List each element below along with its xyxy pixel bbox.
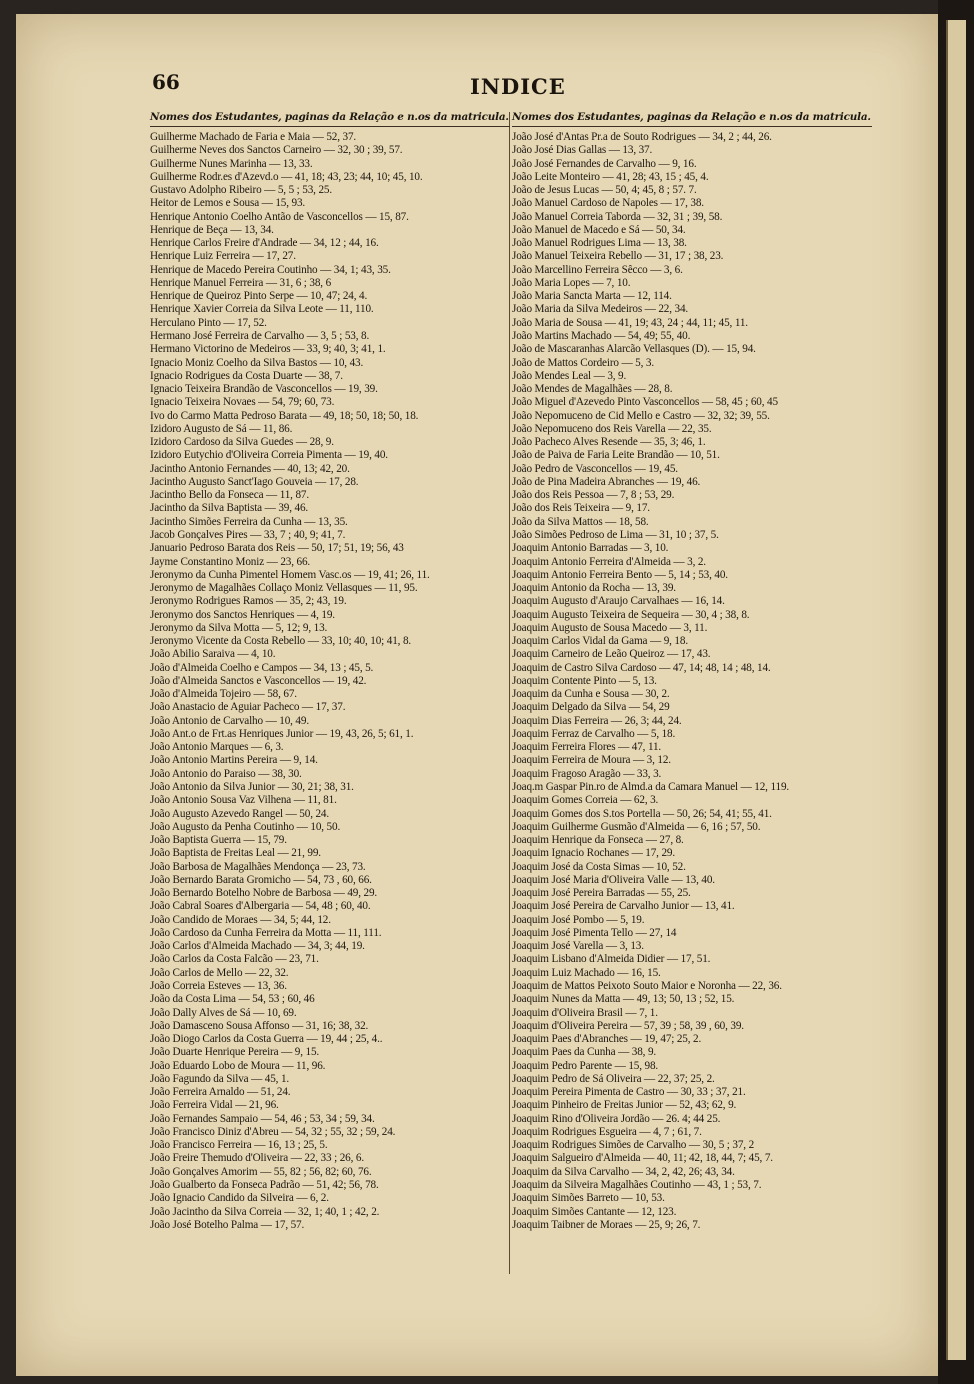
index-entry: João Antonio Marques — 6, 3. — [150, 741, 284, 754]
index-entry: João Anastacio de Aguiar Pacheco — 17, 37. — [150, 701, 346, 714]
index-entry: João Augusto Azevedo Rangel — 50, 24. — [150, 807, 330, 820]
index-entry: João Correia Esteves — 13, 36. — [150, 980, 287, 992]
index-entry: Joaquim Paes da Cunha — 38, 9. — [512, 1046, 657, 1059]
index-entry: Jacintho da Silva Baptista — 39, 46. — [150, 502, 309, 515]
index-entry: Ignacio Teixeira Brandão de Vasconcellos — 19, 39. — [150, 383, 378, 396]
index-entry: João Manuel Cardoso de Napoles — 17, 38. — [512, 197, 704, 210]
column-header: Nomes dos Estudantes, paginas da Relação e n.os da matricula. — [150, 110, 510, 127]
index-entry: João dos Reis Pessoa — 7, 8 ; 53, 29. — [512, 489, 675, 502]
index-entry: Henrique de Beça — 13, 34. — [150, 223, 274, 236]
index-entry: Jeronymo Vicente da Costa Rebello — 33, 10; 40, 10; 41, 8. — [150, 635, 412, 648]
index-entry: João Nepomuceno de Cid Mello e Castro — 32, 32; 39, 55. — [512, 409, 770, 422]
index-entry: João Augusto da Penha Coutinho — 10, 50. — [150, 820, 341, 833]
index-entry: Henrique de Queiroz Pinto Serpe — 10, 47; 24, 4. — [150, 290, 368, 303]
index-entry: Joaquim Taibner de Moraes — 25, 9; 26, 7. — [512, 1218, 701, 1231]
index-entry: Joaquim José Pombo — 5, 19. — [512, 913, 645, 926]
index-entry: Joaquim Contente Pinto — 5, 13. — [512, 674, 657, 687]
index-entry: João de Jesus Lucas — 50, 4; 45, 8 ; 57. 7. — [512, 184, 697, 197]
index-entry: Guilherme Neves dos Sanctos Carneiro — 32, 30 ; 39, 57. — [150, 144, 403, 157]
index-entry: João d'Almeida Sanctos e Vasconcellos — 19, 42. — [150, 674, 367, 687]
index-entry: João José Fernandes de Carvalho — 9, 16. — [512, 157, 697, 170]
index-entry: Guilherme Rodr.es d'Azevd.o — 41, 18; 43, 23; 44, 10; 45, 10. — [150, 170, 423, 183]
index-entry: João Miguel d'Azevedo Pinto Vasconcellos — 58, 45 ; 60, 45 — [512, 396, 778, 409]
index-entry: João Manuel Teixeira Rebello — 31, 17 ; 38, 23. — [512, 250, 724, 263]
index-entry: Jacintho Simões Ferreira da Cunha — 13, 35. — [150, 515, 348, 528]
index-entry: Jeronymo Rodrigues Ramos — 35, 2; 43, 19. — [150, 595, 347, 608]
index-entry: João Antonio Martins Pereira — 9, 14. — [150, 754, 318, 767]
index-entry: Heitor de Lemos e Sousa — 15, 93. — [150, 197, 306, 210]
index-entry: João Maria de Sousa — 41, 19; 43, 24 ; 44, 11; 45, 11. — [512, 316, 748, 329]
index-entry: João Ant.o de Frt.as Henriques Junior — 19, 43, 26, 5; 61, 1. — [150, 727, 414, 740]
index-entry: Joaquim Augusto d'Araujo Carvalhaes — 16, 14. — [512, 595, 725, 608]
index-entry: Joaquim Dias Ferreira — 26, 3; 44, 24. — [512, 714, 682, 727]
index-entry: Joaquim Pedro de Sá Oliveira — 22, 37; 25, 2. — [512, 1072, 715, 1085]
index-entry: João Pedro de Vasconcellos — 19, 45. — [512, 462, 678, 475]
index-entry: João Mendes Leal — 3, 9. — [512, 369, 627, 382]
index-entry: Joaquim Fragoso Aragão — 33, 3. — [512, 767, 662, 780]
index-entry: João Carlos da Costa Falcão — 23, 71. — [150, 953, 319, 966]
index-entry: João Gonçalves Amorim — 55, 82 ; 56, 82; 60, 76. — [150, 1165, 372, 1178]
index-entry: Joaquim Antonio Barradas — 3, 10. — [512, 542, 669, 555]
index-entry: Jacintho Bello da Fonseca — 11, 87. — [150, 489, 310, 502]
index-entry: João Antonio da Silva Junior — 30, 21; 38, 31. — [150, 781, 354, 794]
index-entry: João Diogo Carlos da Costa Guerra — 19, 44 ; 25, 4.. — [150, 1033, 383, 1046]
index-entry: Januario Pedroso Barata dos Reis — 50, 17; 51, 19; 56, 43 — [150, 542, 404, 555]
index-entry: João Barbosa de Magalhães Mendonça — 23, 73. — [150, 860, 366, 873]
index-entry: João de Mattos Cordeiro — 5, 3. — [512, 356, 655, 369]
index-entry: João Manuel Rodrigues Lima — 13, 38. — [512, 237, 687, 250]
index-entry: João Eduardo Lobo de Moura — 11, 96. — [150, 1059, 326, 1072]
index-entry: Joaquim Augusto Teixeira de Sequeira — 30, 4 ; 38, 8. — [512, 608, 750, 621]
index-entry: Hermano José Ferreira de Carvalho — 3, 5 ; 53, 8. — [150, 329, 370, 342]
index-entry: Izidoro Eutychio d'Oliveira Correia Pimenta — 19, 40. — [150, 449, 388, 462]
index-entry: João de Mascaranhas Alarcão Vellasques (D). — 15, 94. — [512, 343, 756, 356]
index-entry: Jayme Constantino Moniz — 23, 66. — [150, 555, 311, 568]
index-entry: Joaquim José Pereira de Carvalho Junior — 13, 41. — [512, 900, 735, 913]
index-entry: João Ignacio Candido da Silveira — 6, 2. — [150, 1192, 329, 1205]
index-entry: João Maria Lopes — 7, 10. — [512, 276, 631, 289]
index-entry: Jeronymo da Silva Motta — 5, 12; 9, 13. — [150, 621, 328, 634]
index-entry: Henrique de Macedo Pereira Coutinho — 34, 1; 43, 35. — [150, 263, 391, 276]
column-header: Nomes dos Estudantes, paginas da Relação e n.os da matricula. — [512, 110, 872, 127]
index-entry: João Cabral Soares d'Albergaria — 54, 48 ; 60, 40. — [150, 900, 371, 913]
index-entry: Joaquim Delgado da Silva — 54, 29 — [512, 701, 670, 714]
index-entry: Jacintho Augusto Sanct'Iago Gouveia — 17, 28. — [150, 475, 359, 488]
index-entry: Henrique Luiz Ferreira — 17, 27. — [150, 250, 296, 263]
index-entry: João Abilio Saraiva — 4, 10. — [150, 648, 276, 661]
index-entry: Joaquim Simões Cantante — 12, 123. — [512, 1205, 677, 1218]
index-entry: João Mendes de Magalhães — 28, 8. — [512, 383, 673, 396]
index-entry: João Gualberto da Fonseca Padrão — 51, 42; 56, 78. — [150, 1178, 379, 1191]
index-entry: João dos Reis Teixeira — 9, 17. — [512, 502, 650, 515]
index-entry: Joaquim Paes d'Abranches — 19, 47; 25, 2. — [512, 1033, 702, 1046]
index-entry: João Jacintho da Silva Correia — 32, 1; 40, 1 ; 42, 2. — [150, 1205, 380, 1218]
index-entry: Joaquim Rodrigues Simões de Carvalho — 30, 5 ; 37, 2 — [512, 1139, 755, 1152]
index-entry: Joaquim de Mattos Peixoto Souto Maior e Noronha — 22, 36. — [512, 980, 782, 992]
index-entry: Ignacio Moniz Coelho da Silva Bastos — 10, 43. — [150, 356, 364, 369]
index-entry: Joaquim José Pimenta Tello — 27, 14 — [512, 926, 677, 939]
index-entry: Joaquim Gomes dos S.tos Portella — 50, 26; 54, 41; 55, 41. — [512, 807, 772, 820]
index-entry: João d'Almeida Tojeiro — 58, 67. — [150, 688, 297, 701]
index-entry: Izidoro Cardoso da Silva Guedes — 28, 9. — [150, 436, 334, 449]
index-entry: João Pacheco Alves Resende — 35, 3; 46, 1. — [512, 436, 706, 449]
index-entry: Joaquim Salgueiro d'Almeida — 40, 11; 42, 18, 44, 7; 45, 7. — [512, 1152, 773, 1165]
index-entry: Joaquim Carneiro de Leão Queiroz — 17, 43. — [512, 648, 711, 661]
index-entry: Joaquim Ferreira Flores — 47, 11. — [512, 741, 662, 754]
index-entry: Jeronymo da Cunha Pimentel Homem Vasc.os — 19, 41; 26, 11. — [150, 568, 430, 581]
index-entry: Joaquim Ferraz de Carvalho — 5, 18. — [512, 727, 676, 740]
index-entry: Joaquim José Varella — 3, 13. — [512, 940, 644, 953]
index-entry: João Cardoso da Cunha Ferreira da Motta — 11, 111. — [150, 926, 382, 939]
index-entry: Joaquim Pereira Pimenta de Castro — 30, 33 ; 37, 21. — [512, 1086, 746, 1099]
index-entry: João Bernardo Barata Gromicho — 54, 73 , 60, 66. — [150, 873, 372, 886]
index-entry: João de Paiva de Faria Leite Brandão — 10, 51. — [512, 449, 720, 462]
index-entry: Joaquim Antonio da Rocha — 13, 39. — [512, 582, 676, 595]
index-entry: João Freire Themudo d'Oliveira — 22, 33 ; 26, 6. — [150, 1152, 364, 1165]
index-entry: Joaquim Antonio Ferreira Bento — 5, 14 ; 53, 40. — [512, 568, 728, 581]
index-entry: João Maria da Silva Medeiros — 22, 34. — [512, 303, 689, 316]
index-entry: Joaquim Luiz Machado — 16, 15. — [512, 966, 661, 979]
index-entry: João Bernardo Botelho Nobre de Barbosa — 49, 29. — [150, 887, 378, 900]
index-entry: João Damasceno Sousa Affonso — 31, 16; 38, 32. — [150, 1019, 369, 1032]
index-entry: Ignacio Teixeira Novaes — 54, 79; 60, 73. — [150, 396, 335, 409]
index-entry: Joaquim da Silveira Magalhães Coutinho — 43, 1 ; 53, 7. — [512, 1178, 762, 1191]
next-page-edge — [946, 20, 966, 1360]
index-entry: João Martins Machado — 54, 49; 55, 40. — [512, 329, 691, 342]
index-entry: Joaquim Henrique da Fonseca — 27, 8. — [512, 834, 684, 847]
index-entry: Joaquim da Silva Carvalho — 34, 2, 42, 26; 43, 34. — [512, 1165, 735, 1178]
index-entry: João de Pina Madeira Abranches — 19, 46. — [512, 475, 701, 488]
index-entry: Jeronymo dos Sanctos Henriques — 4, 19. — [150, 608, 335, 621]
index-entry: Joaq.m Gaspar Pin.ro de Almd.a da Camara Manuel — 12, 119. — [512, 781, 790, 794]
index-entry: João Ferreira Vidal — 21, 96. — [150, 1099, 279, 1112]
index-entry: Henrique Manuel Ferreira — 31, 6 ; 38, 6 — [150, 276, 332, 289]
index-entry: Joaquim José Maria d'Oliveira Valle — 13, 40. — [512, 873, 715, 886]
index-entry: Gustavo Adolpho Ribeiro — 5, 5 ; 53, 25. — [150, 184, 333, 197]
index-entry: João d'Almeida Coelho e Campos — 34, 13 ; 45, 5. — [150, 661, 374, 674]
index-entry: Henrique Xavier Correia da Silva Leote — 11, 110. — [150, 303, 374, 316]
index-entry: João da Silva Mattos — 18, 58. — [512, 515, 649, 528]
index-entry: Joaquim d'Oliveira Pereira — 57, 39 ; 58, 39 , 60, 39. — [512, 1019, 744, 1032]
index-entry: João Manuel de Macedo e Sá — 50, 34. — [512, 223, 686, 236]
index-entry: Henrique Antonio Coelho Antão de Vasconcellos — 15, 87. — [150, 210, 409, 223]
entry-list — [512, 131, 872, 1232]
index-entry: João Carlos de Mello — 22, 32. — [150, 966, 289, 979]
index-entry: João Maria Sancta Marta — 12, 114. — [512, 290, 672, 303]
index-entry: João Duarte Henrique Pereira — 9, 15. — [150, 1046, 320, 1059]
index-entry: João da Costa Lima — 54, 53 ; 60, 46 — [150, 993, 315, 1006]
page-title: INDICE — [470, 74, 566, 99]
index-entry: Jacintho Antonio Fernandes — 40, 13; 42, 20. — [150, 462, 350, 475]
index-entry: João José Botelho Palma — 17, 57. — [150, 1218, 305, 1231]
index-entry: Henrique Carlos Freire d'Andrade — 34, 12 ; 44, 16. — [150, 237, 379, 250]
index-entry: João Baptista de Freitas Leal — 21, 99. — [150, 847, 321, 860]
index-entry: João Fernandes Sampaio — 54, 46 ; 53, 34 ; 59, 34. — [150, 1112, 375, 1125]
index-entry: João Francisco Ferreira — 16, 13 ; 25, 5. — [150, 1139, 328, 1152]
index-entry: João Carlos d'Almeida Machado — 34, 3; 44, 19. — [150, 940, 365, 953]
index-entry: Joaquim José Pereira Barradas — 55, 25. — [512, 887, 691, 900]
index-entry: Joaquim Carlos Vidal da Gama — 9, 18. — [512, 635, 688, 648]
index-entry: Joaquim Lisbano d'Almeida Didier — 17, 51. — [512, 953, 711, 966]
index-entry: Hermano Victorino de Medeiros — 33, 9; 40, 3; 41, 1. — [150, 343, 386, 356]
index-entry: Herculano Pinto — 17, 52. — [150, 316, 267, 329]
index-entry: João Candido de Moraes — 34, 5; 44, 12. — [150, 913, 331, 926]
index-entry: Joaquim Guilherme Gusmão d'Almeida — 6, 16 ; 57, 50. — [512, 820, 761, 833]
index-entry: João José d'Antas Pr.a de Souto Rodrigues — 34, 2 ; 44, 26. — [512, 131, 772, 143]
index-entry: Joaquim José da Costa Simas — 10, 52. — [512, 860, 686, 873]
index-entry: João Nepomuceno dos Reis Varella — 22, 35. — [512, 422, 712, 435]
index-entry: Joaquim Pedro Parente — 15, 98. — [512, 1059, 659, 1072]
index-entry: Joaquim Ignacio Rochanes — 17, 29. — [512, 847, 675, 860]
index-entry: Jeronymo de Magalhães Collaço Moniz Vellasques — 11, 95. — [150, 582, 418, 595]
index-entry: Jacob Gonçalves Pires — 33, 7 ; 40, 9; 41, 7. — [150, 528, 346, 541]
index-entry: Guilherme Machado de Faria e Maia — 52, 37. — [150, 131, 357, 143]
index-entry: Joaquim da Cunha e Sousa — 30, 2. — [512, 688, 670, 701]
index-entry: Joaquim Rino d'Oliveira Jordão — 26. 4; 44 25. — [512, 1112, 721, 1125]
index-entry: Joaquim de Castro Silva Cardoso — 47, 14; 48, 14 ; 48, 14. — [512, 661, 771, 674]
index-entry: João Baptista Guerra — 15, 79. — [150, 834, 287, 847]
index-entry: João Fagundo da Silva — 45, 1. — [150, 1072, 290, 1085]
index-entry: Joaquim Ferreira de Moura — 3, 12. — [512, 754, 671, 767]
index-entry: Joaquim Rodrigues Esgueira — 4, 7 ; 61, 7. — [512, 1125, 702, 1138]
index-entry: João Francisco Diniz d'Abreu — 54, 32 ; 55, 32 ; 59, 24. — [150, 1125, 396, 1138]
index-entry: Ignacio Rodrigues da Costa Duarte — 38, 7. — [150, 369, 343, 382]
index-entry: Ivo do Carmo Matta Pedroso Barata — 49, 18; 50, 18; 50, 18. — [150, 409, 419, 422]
index-entry: Joaquim Antonio Ferreira d'Almeida — 3, 2. — [512, 555, 706, 568]
left-column — [150, 110, 510, 1232]
index-entry: João Antonio Sousa Vaz Vilhena — 11, 81. — [150, 794, 337, 807]
index-entry: João Simões Pedroso de Lima — 31, 10 ; 37, 5. — [512, 528, 719, 541]
index-entry: João José Dias Gallas — 13, 37. — [512, 144, 653, 157]
index-entry: João Ferreira Arnaldo — 51, 24. — [150, 1086, 291, 1099]
index-entry: Joaquim Augusto de Sousa Macedo — 3, 11. — [512, 621, 708, 634]
index-entry: Joaquim Pinheiro de Freitas Junior — 52, 43; 62, 9. — [512, 1099, 737, 1112]
index-entry: Joaquim d'Oliveira Brasil — 7, 1. — [512, 1006, 658, 1019]
page-number: 66 — [152, 70, 180, 94]
index-entry: João Leite Monteiro — 41, 28; 43, 15 ; 45, 4. — [512, 170, 709, 183]
index-entry: João Manuel Correia Taborda — 32, 31 ; 39, 58. — [512, 210, 723, 223]
index-entry: João Antonio de Carvalho — 10, 49. — [150, 714, 309, 727]
index-entry: João Marcellino Ferreira Sêcco — 3, 6. — [512, 263, 683, 276]
index-entry: Joaquim Nunes da Matta — 49, 13; 50, 13 ; 52, 15. — [512, 993, 735, 1006]
index-entry: João Dally Alves de Sá — 10, 69. — [150, 1006, 297, 1019]
index-entry: Izidoro Augusto de Sá — 11, 86. — [150, 422, 293, 435]
index-entry: Joaquim Gomes Correia — 62, 3. — [512, 794, 659, 807]
entry-list — [150, 131, 510, 1232]
index-entry: Joaquim Simões Barreto — 10, 53. — [512, 1192, 665, 1205]
right-column — [512, 110, 872, 1232]
index-entry: João Antonio do Paraiso — 38, 30. — [150, 767, 302, 780]
index-entry: Guilherme Nunes Marinha — 13, 33. — [150, 157, 313, 170]
